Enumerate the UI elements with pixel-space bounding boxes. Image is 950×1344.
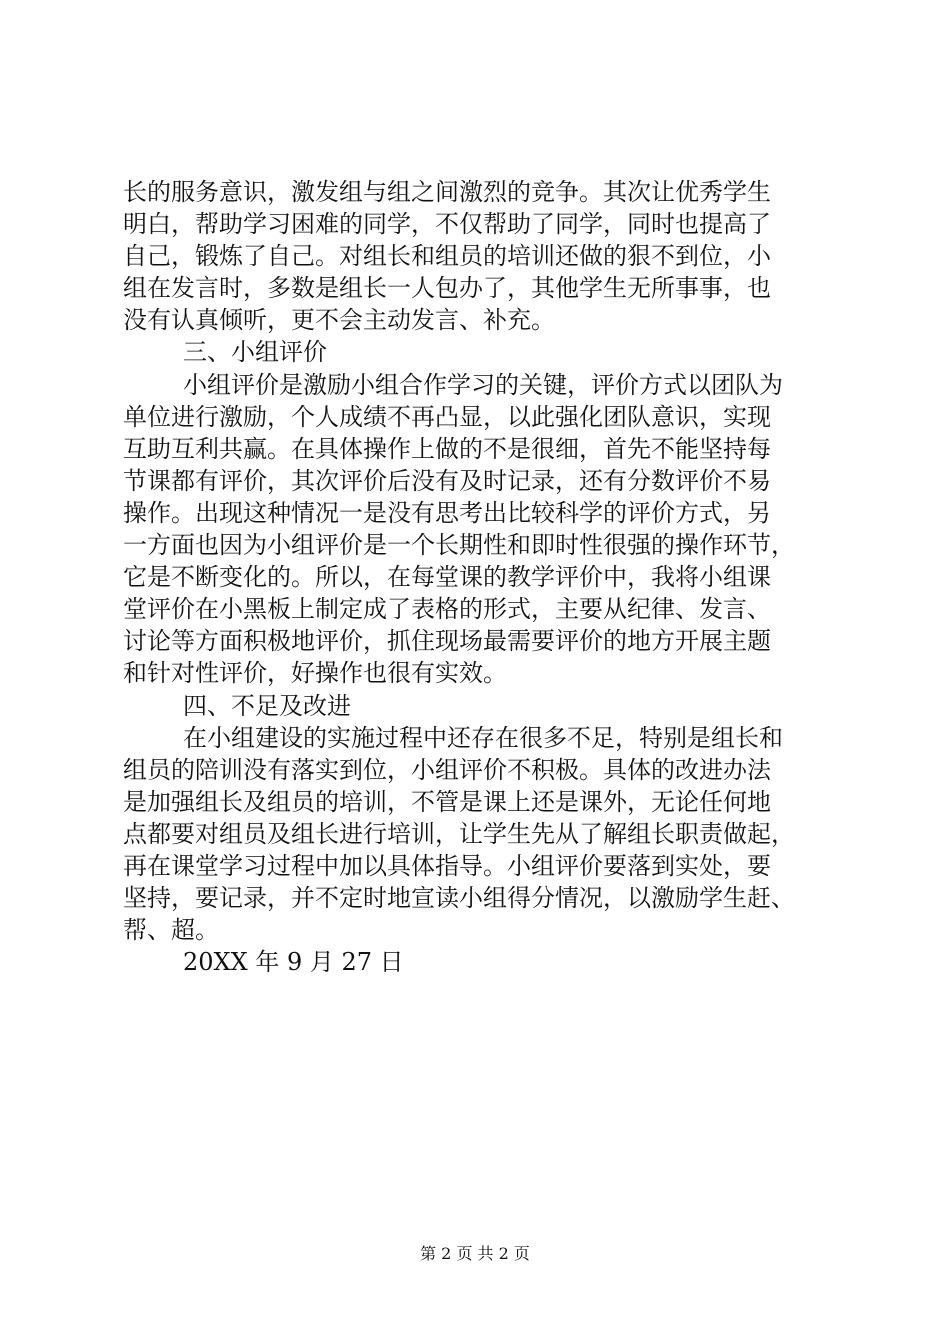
body-line: 节课都有评价，其次评价后没有及时记录，还有分数评价不易 bbox=[123, 466, 771, 495]
body-line: 再在课堂学习过程中加以具体指导。小组评价要落到实处，要 bbox=[123, 851, 771, 880]
body-line: 和针对性评价，好操作也很有实效。 bbox=[123, 659, 507, 688]
body-line: 互助互利共赢。在具体操作上做的不是很细，首先不能坚持每 bbox=[123, 434, 771, 463]
body-line: 堂评价在小黑板上制定成了表格的形式，主要从纪律、发言、 bbox=[123, 595, 771, 624]
body-line: 组在发言时，多数是组长一人包办了，其他学生无所事事，也 bbox=[123, 274, 771, 303]
body-line: 帮、超。 bbox=[123, 916, 219, 945]
document-body bbox=[123, 176, 835, 978]
body-line: 讨论等方面积极地评价，抓住现场最需要评价的地方开展主题 bbox=[123, 627, 771, 656]
body-line: 明白，帮助学习困难的同学，不仅帮助了同学，同时也提高了 bbox=[123, 210, 771, 239]
body-line: 组员的陪训没有落实到位，小组评价不积极。具体的改进办法 bbox=[123, 755, 771, 784]
section-heading-4: 四、不足及改进 bbox=[183, 691, 351, 720]
body-line: 长的服务意识，激发组与组之间激烈的竞争。其次让优秀学生 bbox=[123, 178, 771, 206]
body-line: 单位进行激励，个人成绩不再凸显，以此强化团队意识，实现 bbox=[123, 402, 771, 431]
body-line: 一方面也因为小组评价是一个长期性和即时性很强的操作环节， bbox=[123, 531, 795, 560]
body-line: 是加强组长及组员的培训，不管是课上还是课外，无论任何地 bbox=[123, 787, 771, 816]
paragraph-start-line: 小组评价是激励小组合作学习的关键，评价方式以团队为 bbox=[183, 370, 783, 399]
body-line: 它是不断变化的。所以，在每堂课的教学评价中，我将小组课 bbox=[123, 563, 771, 592]
body-line: 操作。出现这种情况一是没有思考出比较科学的评价方式，另 bbox=[123, 498, 771, 527]
paragraph-start-line: 在小组建设的实施过程中还存在很多不足，特别是组长和 bbox=[183, 723, 783, 752]
body-line: 自己，锻炼了自己。对组长和组员的培训还做的狠不到位，小 bbox=[123, 242, 771, 271]
document-date: 20XX 年 9 月 27 日 bbox=[183, 948, 404, 977]
body-line: 点都要对组员及组长进行培训，让学生先从了解组长职责做起， bbox=[123, 819, 795, 848]
page-number-footer: 第 2 页 共 2 页 bbox=[420, 1244, 530, 1263]
body-line: 坚持，要记录，并不定时地宣读小组得分情况，以激励学生赶、 bbox=[123, 884, 795, 913]
section-heading-3: 三、小组评价 bbox=[183, 338, 327, 367]
body-line: 没有认真倾听，更不会主动发言、补充。 bbox=[123, 306, 555, 335]
